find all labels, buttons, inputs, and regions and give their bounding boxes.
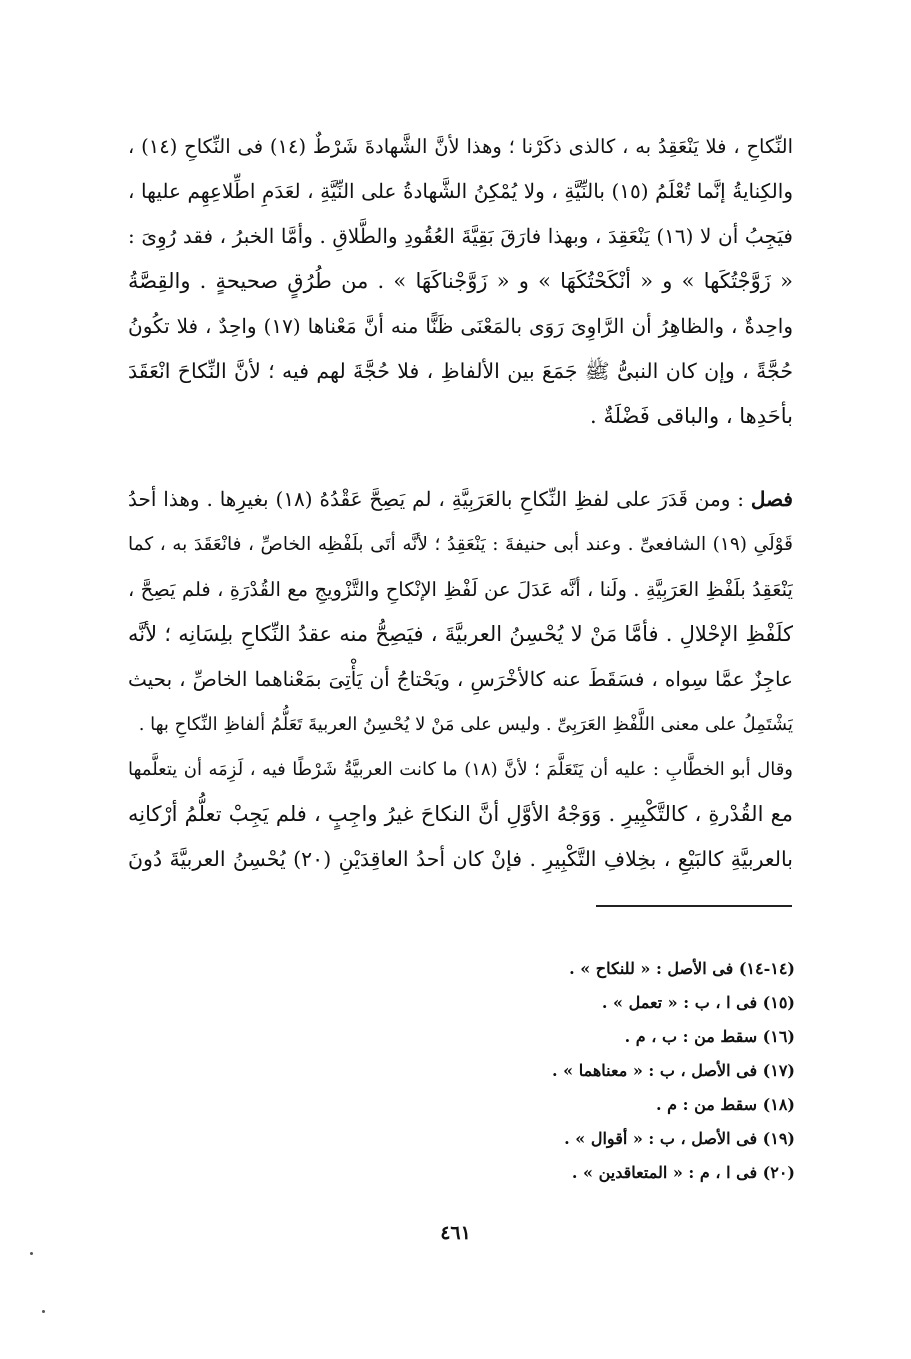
- footnote: (١٦) سقط من : ب ، م .: [624, 1027, 795, 1046]
- main-text: [128, 124, 793, 882]
- section-heading-word: فصل: [750, 487, 793, 511]
- footnote: (١٤-١٤) فى الأصل : « للنكاح » .: [569, 959, 795, 978]
- text-line: « زَوَّجْتُكَها » و « أنْكَحْتُكَهَا » و « زَوَّجْناكَهَا » . من طُرُقٍ صحيحةٍ . والقِصَّةُ: [128, 269, 793, 293]
- text-line: فيَجِبُ أن لا (١٦) يَنْعَقِدَ ، وبهذا فارَقَ بَقِيَّةَ العُقُودِ والطَّلاقِ . وأمَّا الخبرُ ، فقد رُوِىَ :: [128, 224, 793, 248]
- footnote-separator: [596, 905, 792, 907]
- text-line: واحِدةٌ ، والظاهِرُ أن الرَّاوِىَ رَوَى بالمَعْنَى ظَنًّا منه أنَّ مَعْناها (١٧) واحِدٌ ، فلا تكُونُ: [128, 314, 793, 338]
- text-line: النِّكاحِ ، فلا يَنْعَقِدُ به ، كالذى ذكَرْنا ؛ وهذا لأنَّ الشَّهادةَ شَرْطٌ (١٤) فى النِّكاحِ (١٤) ،: [128, 135, 793, 158]
- footnote: (٢٠) فى ا ، م : « المتعاقدين » .: [571, 1163, 795, 1182]
- page-number: ٤٦١: [440, 1222, 471, 1244]
- text-line: بأحَدِها ، والباقى فَضْلَةٌ .: [590, 404, 793, 428]
- text-line: كلَفْظِ الإحْلالِ . فأمَّا مَنْ لا يُحْسِنُ العربيَّةَ ، فيَصِحُّ منه عقدُ النِّكاحِ بلِسَانِه ؛ لأنَّه: [128, 622, 793, 646]
- footnote: (١٧) فى الأصل ، ب : « معناهما » .: [552, 1061, 795, 1080]
- footnote: (١٥) فى ا ، ب : « تعمل » .: [601, 993, 795, 1012]
- text-line: يَنْعَقِدُ بلَفْظِ العَرَبِيَّةِ . ولَنا ، أنَّه عَدَلَ عن لَفْظِ الإنْكاحِ والتَّزْويجِ مع القُدْرَةِ ، فلم يَصِحَّ ،: [128, 578, 793, 601]
- footnotes: [440, 952, 795, 1190]
- paragraph-1: [128, 124, 793, 439]
- scan-speck: [30, 1252, 33, 1255]
- text-line: مع القُدْرةِ ، كالتَّكْبِيرِ . وَوَجْهُ الأوَّلِ أنَّ النكاحَ غيرُ واجِبٍ ، فلم يَجِبْ تعلُّمُ أرْكانِه: [128, 802, 793, 826]
- paragraph-gap: [128, 439, 793, 477]
- text-line: يَشْتَمِلُ على معنى اللَّفْظِ العَرَبِىِّ . وليس على مَنْ لا يُحْسِنُ العربيةَ تَعَلُّمُ ألفاظِ النِّكاحِ بها .: [138, 714, 793, 735]
- footnote: (١٨) سقط من : م .: [655, 1095, 795, 1114]
- text-line: عاجِزٌ عمَّا سِواه ، فسَقَطَ عنه كالأخْرَسِ ، ويَحْتاجُ أن يَأْتِىَ بمَعْناهما الخاصِّ ، بحيث: [128, 667, 793, 691]
- footnote: (١٩) فى الأصل ، ب : « أقوال » .: [564, 1129, 795, 1148]
- text-line: حُجَّةً ، وإن كان النبىُّ ﷺ جَمَعَ بين الألفاظِ ، فلا حُجَّةَ لهم فيه ؛ لأنَّ النِّكاحَ انْعَقَدَ: [128, 359, 793, 383]
- text-line: وقال أبو الخطَّابِ : عليه أن يَتَعَلَّمَ ؛ لأنَّ (١٨) ما كانت العربيَّةُ شَرْطًا فيه ، لَزِمَه أن يتعلَّمها: [128, 759, 793, 780]
- text-line: [128, 477, 793, 522]
- text-line: بالعربيَّةِ كالبَيْعِ ، بخِلافِ التَّكْبِيرِ . فإنْ كان أحدُ العاقِدَيْنِ (٢٠) يُحْسِنُ العربيَّةَ دُونَ: [128, 847, 793, 871]
- paragraph-2: [128, 477, 793, 882]
- text-line: والكِنايةُ إنَّما تُعْلَمُ (١٥) بالنِّيَّةِ ، ولا يُمْكِنُ الشَّهادةُ على النِّيَّةِ ، لعَدَمِ اطِّلاعِهِم عليها ،: [128, 179, 793, 203]
- text-line: قَوْلَىِ (١٩) الشافعىِّ . وعند أبى حنيفةَ : يَنْعَقِدُ ؛ لأنَّه أتَى بلَفْظِه الخاصِّ ، فانْعَقَدَ به ، كما: [128, 534, 793, 555]
- text-line-rest: : ومن قَدَرَ على لفظِ النِّكاحِ بالعَرَبِيَّةِ ، لم يَصِحَّ عَقْدُهُ (١٨) بغيرِها . وهذا أحدُ: [128, 487, 745, 511]
- scan-speck: [42, 1310, 45, 1313]
